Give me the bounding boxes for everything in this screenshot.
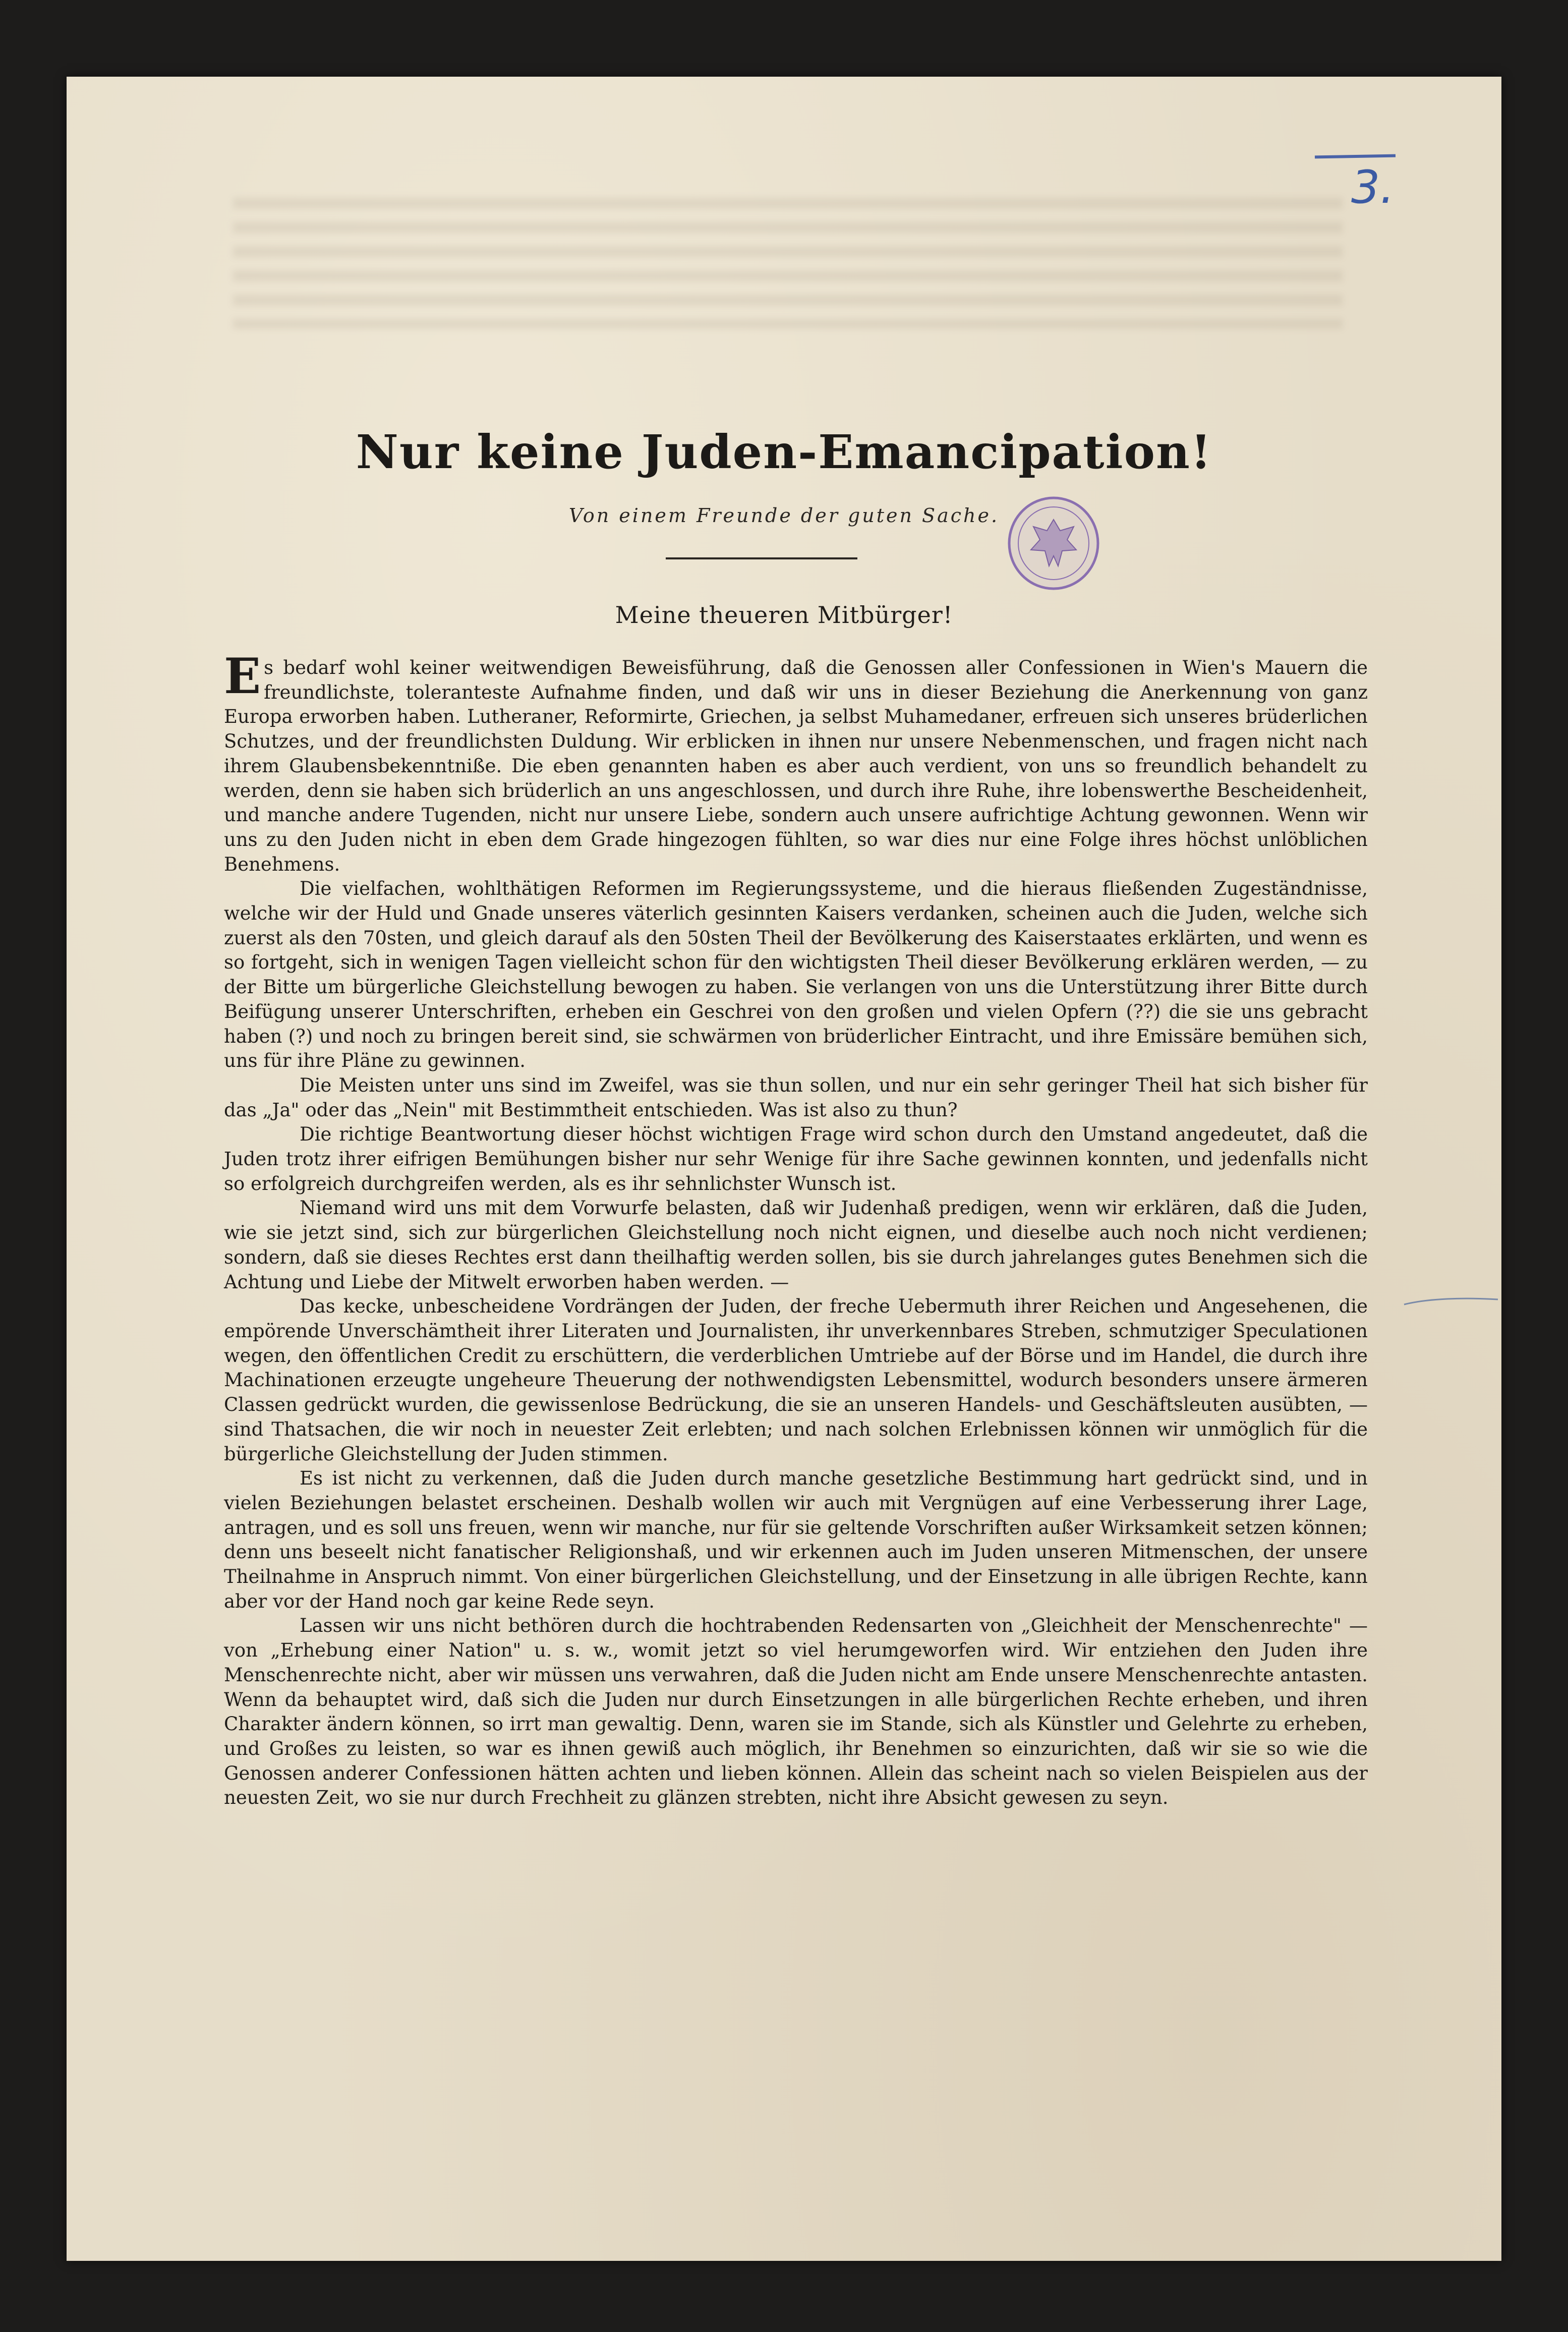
paragraph-4: Die richtige Beantwortung dieser höchst wichtigen Frage wird schon durch den Umstand angedeutet, daß die Juden trotz ihrer eifrigen Bemühungen bisher nur sehr Wenige für ihre Sache gewinnen konnten, und jedenfalls nicht so erfolgreich durchgreifen werden, als es ihr sehnlichster Wunsch ist.: [224, 1123, 1368, 1195]
salutation: Meine theueren Mitbürger!: [615, 601, 953, 629]
archive-number: 3.: [1351, 161, 1395, 214]
paragraph-3: Die Meisten unter uns sind im Zweifel, was sie thun sollen, und nur ein sehr geringer Theil hat sich bisher für das „Ja" oder das „Nein" mit Bestimmtheit entschieden. Was ist also zu thun?: [224, 1074, 1368, 1121]
archive-number-mark: [1305, 155, 1401, 231]
paragraph-6: Das kecke, unbescheidene Vordrängen der Juden, der freche Uebermuth ihrer Reichen und Angesehenen, die empörende Unverschämtheit ihrer Literaten und Journalisten, ihr unverkennbares Streben, schmutziger Speculationen wegen, den öffentlichen Credit zu erschüttern, die verderblichen Umtriebe auf der Börse und im Handel, die durch ihre Machinationen erzeugte ungeheure Theuerung der nothwendigsten Lebensmittel, wodurch besonders unsere ärmeren Classen gedrückt wurden, die gewissenlose Bedrückung, die sie an unseren Handels- und Geschäftsleuten ausübten, — sind Thatsachen, die wir noch in neuester Zeit erlebten; und nach solchen Erlebnissen können wir unmöglich für die bürgerliche Gleichstellung der Juden stimmen.: [224, 1295, 1368, 1465]
title-rule: [666, 557, 857, 559]
archive-mark-stroke: [1315, 154, 1396, 159]
paragraph-1-text: s bedarf wohl keiner weitwendigen Beweisführung, daß die Genossen aller Confessionen in Wien's Mauern die freundlichste, toleranteste Aufnahme finden, und daß wir uns in dieser Beziehung die Anerkennung von ganz Europa erworben haben. Lutheraner, Reformirte, Griechen, ja selbst Muhamedaner, erfreuen sich unseres brüderlichen Schutzes, und der freundlichsten Duldung. Wir erblicken in ihnen nur unsere Nebenmenschen, und fragen nicht nach ihrem Glaubensbekenntniße. Die eben genannten haben es aber auch verdient, von uns so freundlich behandelt zu werden, denn sie haben sich brüderlich an uns angeschlossen, und durch ihre Ruhe, ihre lobenswerthe Bescheidenheit, und manche andere Tugenden, nicht nur unsere Liebe, sondern auch unsere aufrichtige Achtung gewonnen. Wenn wir uns zu den Juden nicht in eben dem Grade hingezogen fühlten, so war dies nur eine Folge ihres höchst unlöblichen Benehmens.: [224, 657, 1368, 875]
document-sheet: [67, 77, 1501, 2261]
paragraph-8: Lassen wir uns nicht bethören durch die hochtrabenden Redensarten von „Gleichheit der Menschenrechte" — von „Erhebung einer Nation" u. s. w., womit jetzt so viel herumgeworfen wird. Wir entziehen den Juden ihre Menschenrechte nicht, aber wir müssen uns verwahren, daß die Juden nicht am Ende unsere Menschenrechte antasten. Wenn da behauptet wird, daß sich die Juden nur durch Einsetzungen in alle bürgerlichen Rechte erheben, und ihren Charakter ändern können, so irrt man gewaltig. Denn, waren sie im Stande, sich als Künstler und Gelehrte zu erheben, und Großes zu leisten, so war es ihnen gewiß auch möglich, ihr Benehmen so einzurichten, daß wir sie so wie die Genossen anderer Confessionen hätten achten und lieben können. Allein das scheint nach so vielen Beispielen aus der neuesten Zeit, wo sie nur durch Frechheit zu glänzen strebten, nicht ihre Absicht gewesen zu seyn.: [224, 1615, 1368, 1809]
library-stamp-icon: [1006, 495, 1101, 591]
paragraph-5: Niemand wird uns mit dem Vorwurfe belasten, daß wir Judenhaß predigen, wenn wir erklären, daß die Juden, wie sie jetzt sind, sich zur bürgerlichen Gleichstellung noch nicht eignen, und dieselbe auch noch nicht verdienen; sondern, daß sie dieses Rechtes erst dann theilhaftig werden sollen, bis sie durch jahrelanges gutes Benehmen sich die Achtung und Liebe der Mitwelt erworben haben werden. —: [224, 1197, 1368, 1293]
paragraph-7: Es ist nicht zu verkennen, daß die Juden durch manche gesetzliche Bestimmung hart gedrückt sind, und in vielen Beziehungen belastet erscheinen. Deshalb wollen wir auch mit Vergnügen auf eine Verbesserung ihrer Lage, antragen, und es soll uns freuen, wenn wir manche, nur für sie geltende Vorschriften außer Wirksamkeit setzen können; denn uns beseelt nicht fanatischer Religionshaß, und wir erkennen auch im Juden unseren Mitmenschen, der unsere Theilnahme in Anspruch nimmt. Von einer bürgerlichen Gleichstellung, und der Einsetzung in alle übrigen Rechte, kann aber vor der Hand noch gar keine Rede seyn.: [224, 1467, 1368, 1612]
bleed-through-text: [233, 198, 1343, 329]
paragraph-2: Die vielfachen, wohlthätigen Reformen im Regierungssysteme, und die hieraus fließenden Zugeständnisse, welche wir der Huld und Gnade unseres väterlich gesinnten Kaisers verdanken, scheinen auch die Juden, welche sich zuerst als den 70sten, und gleich darauf als den 50sten Theil der Bevölkerung des Kaiserstaates erklärten, und wenn es so fortgeht, sich in wenigen Tagen vielleicht schon für den wichtigsten Theil dieser Bevölkerung erklären werden, — zu der Bitte um bürgerliche Gleichstellung bewogen zu haben. Sie verlangen von uns die Unterstützung ihrer Bitte durch Beifügung unserer Unterschriften, erheben ein Geschrei von den großen und vielen Opfern (??) die sie uns gebracht haben (?) und noch zu bringen bereit sind, sie schwärmen von brüderlicher Eintracht, und ihre Emissäre bemühen sich, uns für ihre Pläne zu gewinnen.: [224, 878, 1368, 1072]
document-subtitle: Von einem Freunde der guten Sache.: [568, 504, 1000, 527]
document-title: Nur keine Juden-Emancipation!: [356, 425, 1212, 479]
document-body: [224, 648, 1368, 1810]
paragraph-1: [224, 648, 1368, 877]
dropcap: E: [224, 648, 261, 705]
margin-pencil-mark-icon: [1403, 1296, 1499, 1306]
